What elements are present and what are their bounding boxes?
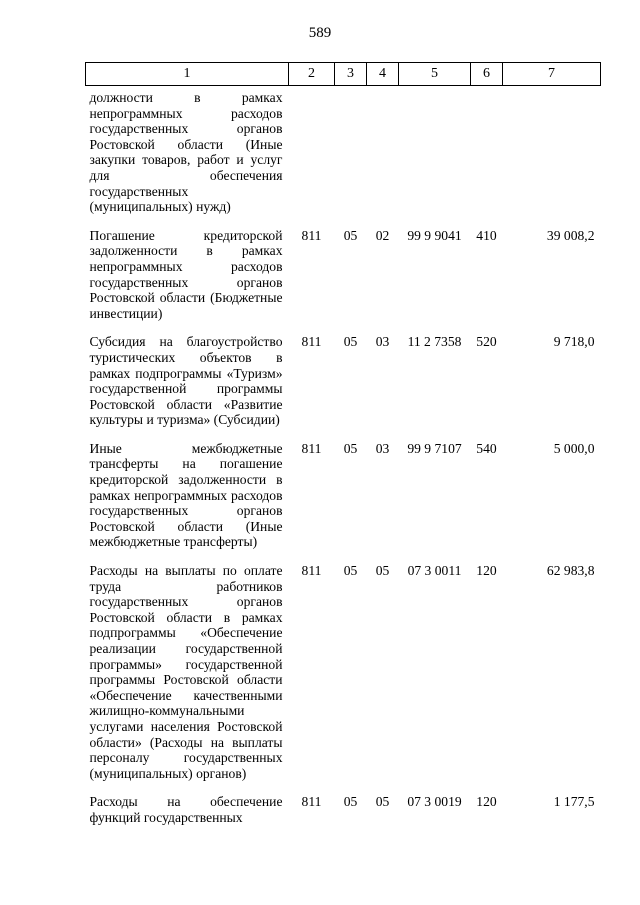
row-subsection: 05 [375, 794, 390, 810]
column-header: 2 [289, 63, 335, 86]
row-amount: 5 000,0 [553, 440, 595, 456]
row-subsection: 05 [375, 563, 390, 579]
header-row [86, 63, 601, 86]
row-subsection: 02 [375, 227, 390, 243]
row-target [399, 86, 471, 225]
row-code: 811 [301, 440, 322, 456]
column-header: 6 [471, 63, 503, 86]
row-expense-type: 520 [476, 334, 497, 350]
row-code: 811 [301, 794, 322, 810]
row-section: 05 [343, 794, 358, 810]
row-code [289, 86, 335, 225]
table-row [86, 560, 601, 791]
row-target: 11 2 7358 [407, 334, 462, 350]
row-description: Иные межбюджетные трансферты на погашение кредиторской задолженности в рамках непрограммных расходов государственных органов Ростовской области (Иные межбюджетные трансферты) [89, 440, 283, 550]
row-expense-type: 540 [476, 440, 497, 456]
table-row [86, 331, 601, 438]
row-amount [503, 86, 601, 225]
column-header: 5 [399, 63, 471, 86]
row-description: Погашение кредиторской задолженности в рамках непрограммных расходов государственных органов Ростовской области (Бюджетные инвестиции) [89, 227, 283, 321]
table-row [86, 86, 601, 225]
row-target: 99 9 9041 [407, 227, 462, 243]
row-amount: 1 177,5 [553, 794, 595, 810]
row-section: 05 [343, 227, 358, 243]
table-row [86, 791, 601, 835]
column-header: 4 [367, 63, 399, 86]
column-header: 1 [86, 63, 289, 86]
column-header: 3 [335, 63, 367, 86]
row-section: 05 [343, 334, 358, 350]
row-description: Расходы на выплаты по оплате труда работников государственных органов Ростовской области в рамках подпрограммы «Обеспечение реализации государственной программы» государственной программы Ростовской области «Обеспечение качественными жилищно-коммунальными услугами населения Ростовской области» (Расходы на выплаты персоналу государственных (муниципальных) органов) [89, 563, 283, 781]
row-subsection: 03 [375, 334, 390, 350]
table-row [86, 225, 601, 332]
row-code: 811 [301, 563, 322, 579]
budget-table [85, 62, 601, 836]
row-target: 99 9 7107 [407, 440, 462, 456]
row-target: 07 3 0011 [407, 563, 462, 579]
row-expense-type: 120 [476, 563, 497, 579]
row-target: 07 3 0019 [407, 794, 462, 810]
row-subsection: 03 [375, 440, 390, 456]
row-section: 05 [343, 563, 358, 579]
row-description: Субсидия на благоустройство туристических объектов в рамках подпрограммы «Туризм» государственной программы Ростовской области «Развитие культуры и туризма» (Субсидии) [89, 334, 283, 428]
page-number: 589 [308, 25, 332, 41]
row-description: должности в рамках непрограммных расходов государственных органов Ростовской области (Иные закупки товаров, работ и услуг для обеспечения государственных (муниципальных) нужд) [89, 90, 283, 215]
row-code: 811 [301, 227, 322, 243]
row-description: Расходы на обеспечение функций государственных [89, 794, 283, 825]
row-section: 05 [343, 440, 358, 456]
row-subsection [367, 86, 399, 225]
row-expense-type: 410 [476, 227, 497, 243]
row-section [335, 86, 367, 225]
row-amount: 39 008,2 [546, 227, 595, 243]
row-code: 811 [301, 334, 322, 350]
column-header: 7 [503, 63, 601, 86]
row-amount: 62 983,8 [546, 563, 595, 579]
row-expense-type: 120 [476, 794, 497, 810]
row-expense-type [471, 86, 503, 225]
row-amount: 9 718,0 [553, 334, 595, 350]
table-row [86, 438, 601, 560]
